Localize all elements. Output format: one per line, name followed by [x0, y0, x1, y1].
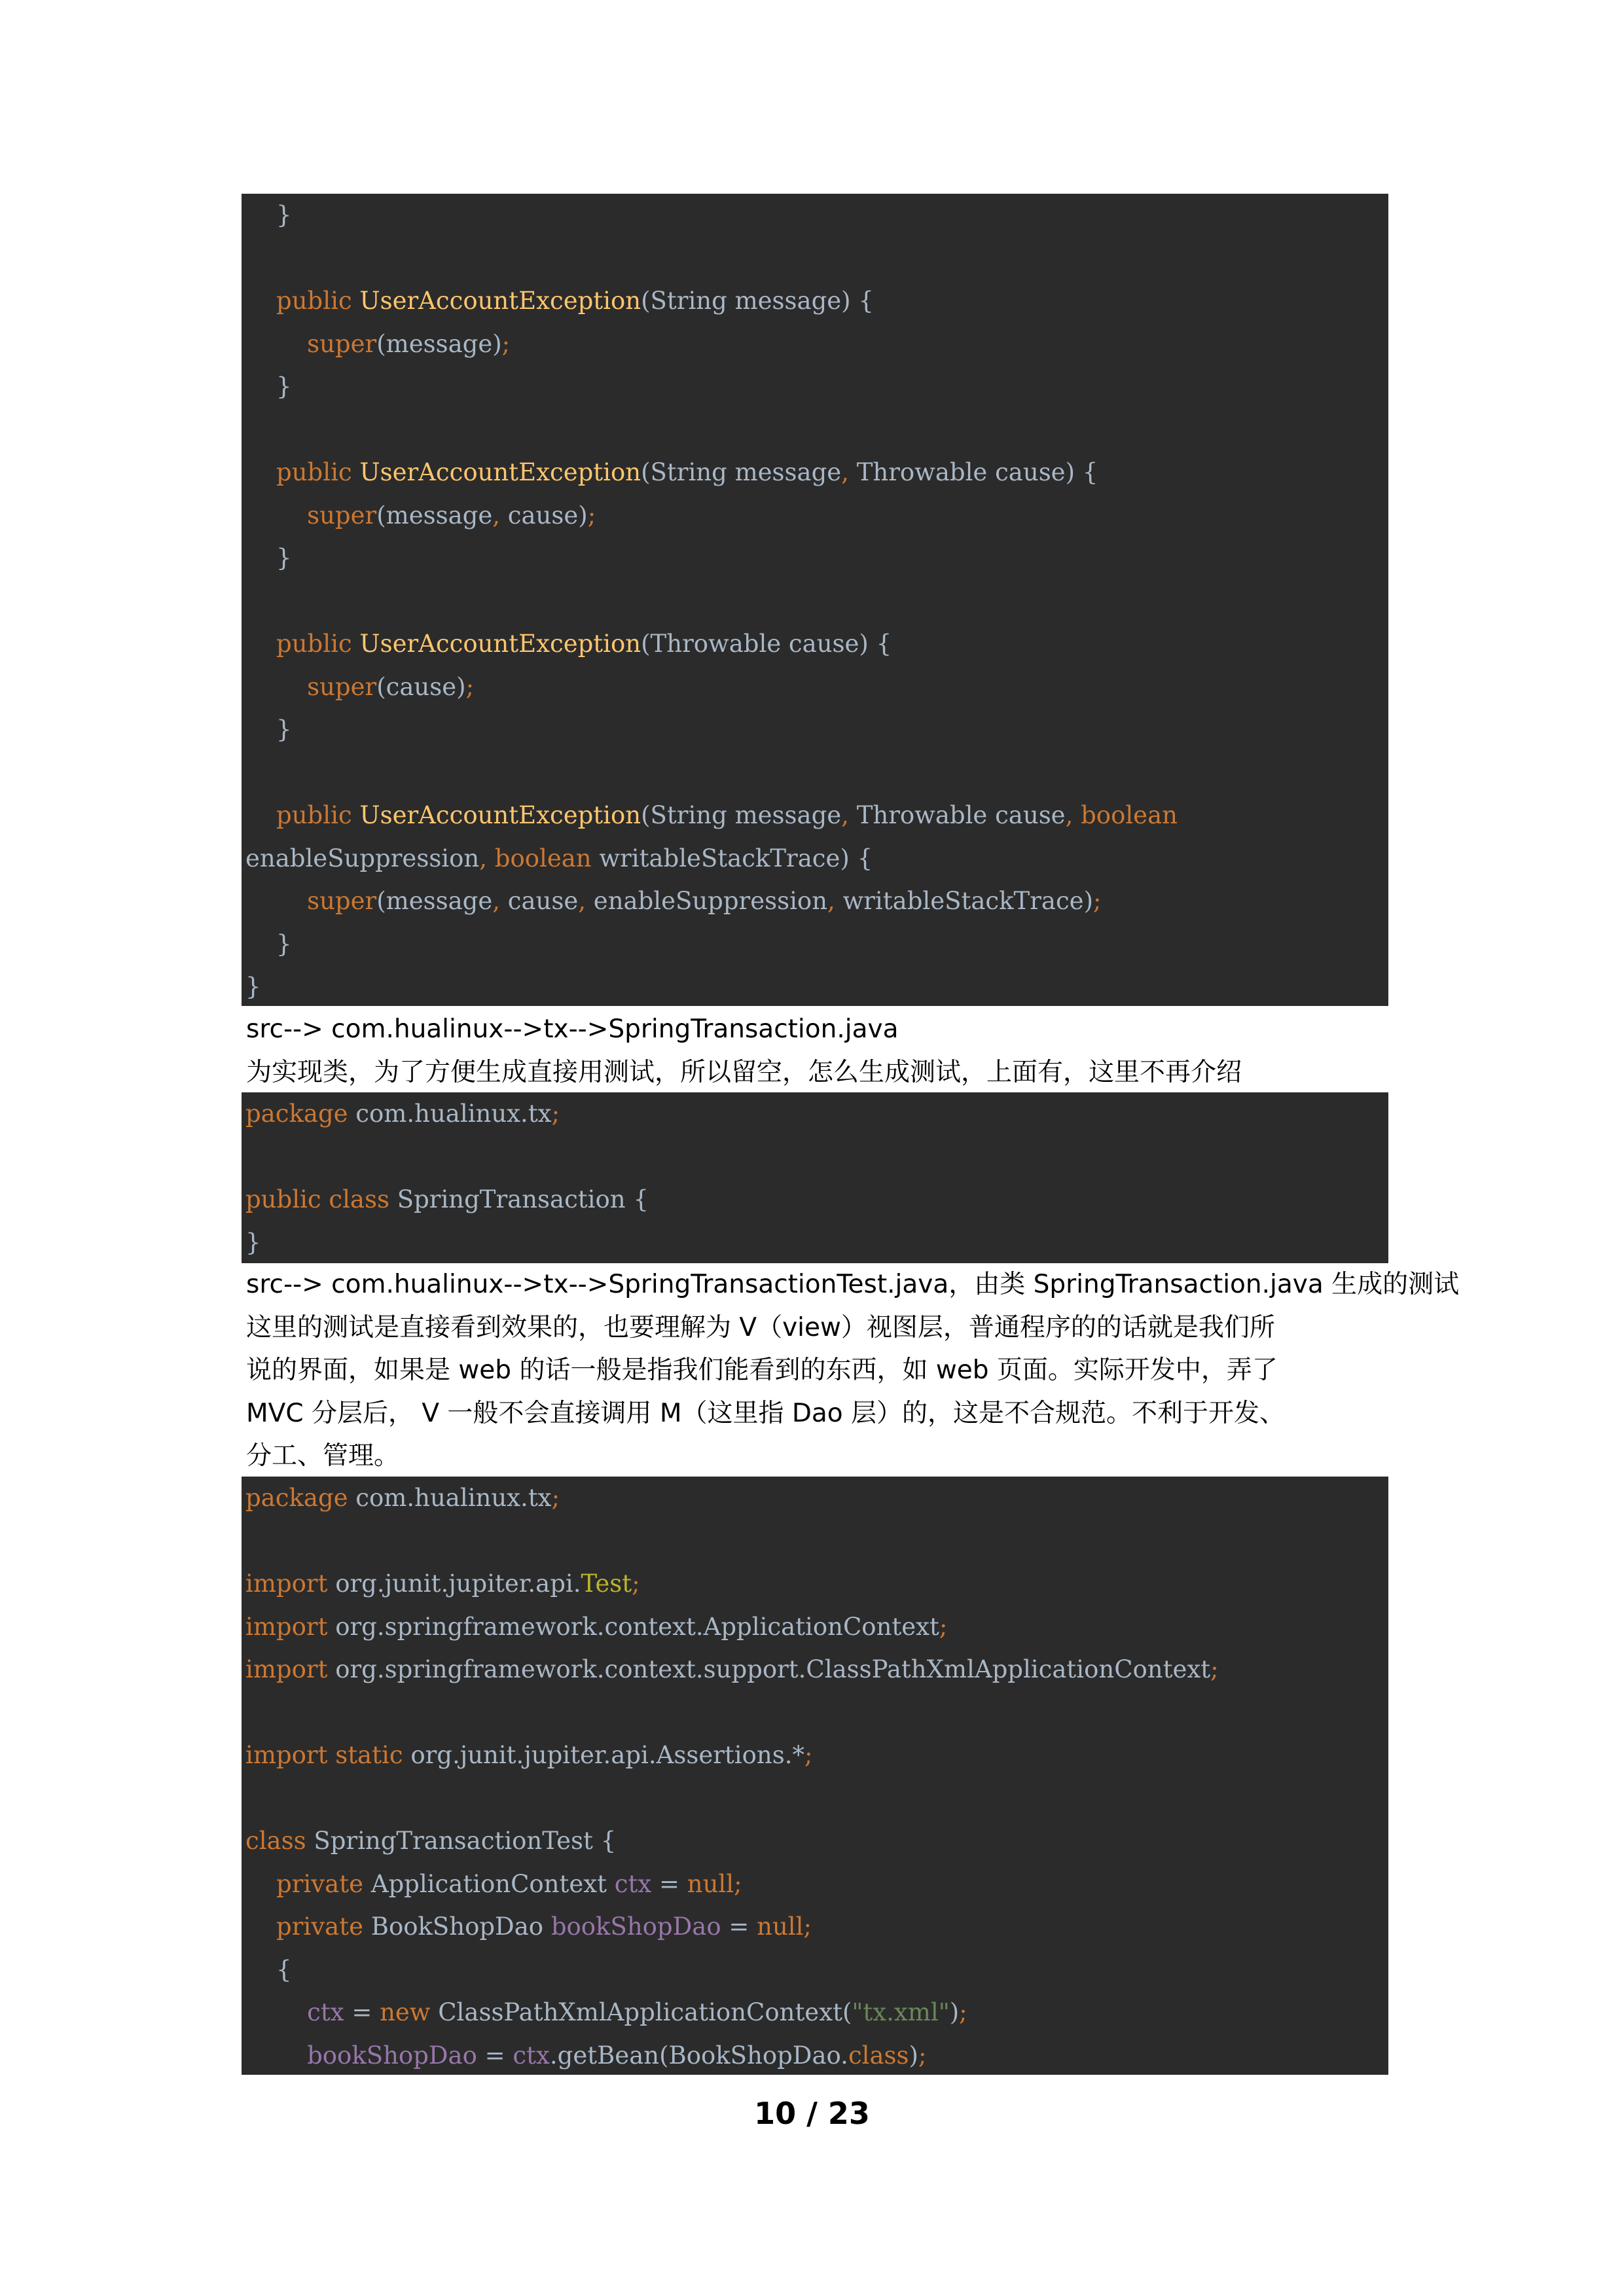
code-line — [245, 1734, 1388, 1777]
code-token: SpringTransactionTest { — [314, 1827, 617, 1855]
paragraph-line: 分工、管理。 — [246, 1441, 400, 1471]
code-token — [245, 458, 276, 486]
code-line — [245, 1648, 1388, 1691]
code-token: public — [276, 287, 360, 315]
code-token: } — [245, 929, 292, 958]
paragraph-line: 说的界面，如果是 web 的话一般是指我们能看到的东西，如 web 页面。实际开发中，弄了 — [246, 1355, 1278, 1385]
code-line — [245, 880, 1388, 923]
code-token: cause) — [507, 501, 588, 529]
code-token: public — [276, 458, 360, 486]
code-token: writableStackTrace) { — [599, 844, 873, 872]
code-token — [245, 287, 276, 315]
code-token: = — [484, 2041, 513, 2070]
code-line — [245, 1221, 1388, 1265]
code-token: super — [307, 329, 377, 358]
code-line — [245, 1477, 1388, 1520]
code-line — [245, 1948, 1388, 1992]
code-token: boolean — [1081, 801, 1178, 829]
code-token: org.springframework.context.ApplicationContext — [335, 1612, 939, 1641]
code-line — [245, 666, 1388, 709]
code-token: enableSuppression — [245, 844, 480, 872]
code-line — [245, 323, 1388, 366]
code-line — [245, 1820, 1388, 1863]
code-token: = — [729, 1912, 757, 1941]
code-token: class — [848, 2041, 909, 2070]
code-line — [245, 1777, 1388, 1820]
code-token — [245, 887, 307, 915]
code-token: cause — [507, 887, 579, 915]
code-token: (message) — [376, 329, 502, 358]
code-token: super — [307, 672, 377, 701]
code-token: Test — [581, 1570, 632, 1598]
code-token: UserAccountException — [359, 801, 641, 829]
code-token: (Throwable cause) { — [641, 630, 892, 658]
code-token: } — [245, 201, 292, 229]
code-line — [245, 1691, 1388, 1734]
code-token: , — [827, 887, 843, 915]
code-token: (String message) { — [641, 287, 874, 315]
code-token: { — [245, 1955, 292, 1984]
code-token: import — [245, 1570, 336, 1598]
code-token: Throwable cause — [856, 801, 1066, 829]
code-token — [245, 673, 307, 701]
code-token: ; — [804, 1741, 813, 1769]
code-token: import — [245, 1655, 336, 1683]
code-token: static — [335, 1741, 411, 1769]
code-line — [245, 537, 1388, 580]
code-token: , — [841, 801, 857, 829]
code-line — [245, 751, 1388, 795]
file-path-line: src--> com.hualinux-->tx-->SpringTransaction.java — [246, 1014, 899, 1044]
code-token: ; — [551, 1484, 560, 1512]
code-token: , — [492, 501, 508, 529]
code-line — [245, 794, 1388, 837]
code-token: boolean — [494, 844, 600, 872]
code-token — [245, 2041, 307, 2070]
code-token: private — [276, 1869, 371, 1898]
code-line — [245, 1092, 1388, 1136]
code-token: null; — [757, 1912, 812, 1941]
code-token: BookShopDao — [370, 1912, 551, 1941]
code-token: ApplicationContext — [370, 1869, 615, 1898]
code-token: org.junit.jupiter.api. — [335, 1570, 581, 1598]
code-line — [245, 194, 1388, 237]
code-line — [245, 580, 1388, 623]
code-token: = — [659, 1869, 687, 1898]
code-token: } — [245, 715, 292, 744]
code-token: UserAccountException — [359, 287, 641, 315]
code-token: , — [1065, 801, 1081, 829]
code-token: ; — [918, 2041, 927, 2070]
code-line — [245, 622, 1388, 666]
code-token: } — [245, 372, 292, 401]
code-token: ; — [1093, 887, 1102, 915]
code-token — [245, 801, 276, 829]
code-line — [245, 1520, 1388, 1563]
code-token — [245, 1998, 307, 2026]
code-token: ClassPathXmlApplicationContext( — [438, 1998, 852, 2026]
code-token: Throwable cause) { — [856, 458, 1098, 486]
code-token: private — [276, 1912, 371, 1941]
code-line — [245, 237, 1388, 280]
code-token: ) — [949, 1998, 960, 2026]
code-token: , — [841, 458, 857, 486]
code-line — [245, 1863, 1388, 1906]
code-token: , — [492, 887, 508, 915]
code-token: bookShopDao — [550, 1912, 729, 1941]
code-token: import — [245, 1612, 336, 1641]
code-token: UserAccountException — [359, 630, 641, 658]
description-line: 为实现类，为了方便生成直接用测试，所以留空，怎么生成测试，上面有，这里不再介绍 — [246, 1057, 1242, 1087]
code-block-spring-transaction-test — [242, 1477, 1388, 2075]
code-token: .getBean(BookShopDao. — [549, 2041, 848, 2070]
code-token: ; — [632, 1570, 640, 1598]
code-token: , — [578, 887, 594, 915]
code-token — [245, 501, 307, 529]
code-token: UserAccountException — [359, 458, 641, 486]
code-line — [245, 1905, 1388, 1948]
code-token: enableSuppression — [593, 887, 828, 915]
page-number: 10 / 23 — [754, 2096, 870, 2131]
code-token: org.junit.jupiter.api.Assertions.* — [410, 1741, 804, 1769]
code-token: com.hualinux.tx — [355, 1484, 552, 1512]
code-token: org.springframework.context.support.ClassPathXmlApplicationContext — [335, 1655, 1211, 1683]
code-token: ; — [939, 1612, 948, 1641]
code-token: ctx — [307, 1998, 352, 2026]
code-line — [245, 1136, 1388, 1179]
code-line — [245, 451, 1388, 494]
code-line — [245, 1991, 1388, 2034]
code-token — [245, 630, 276, 658]
code-token: ; — [587, 501, 596, 529]
code-token: import — [245, 1741, 336, 1769]
code-block-spring-transaction — [242, 1092, 1388, 1263]
paragraph-line: src--> com.hualinux-->tx-->SpringTransactionTest.java，由类 SpringTransaction.java 生成的测试 — [246, 1270, 1460, 1299]
code-line — [245, 1562, 1388, 1605]
code-token: = — [352, 1998, 380, 2026]
code-token: public — [276, 630, 360, 658]
code-token: ; — [959, 1998, 967, 2026]
code-token: (message — [376, 501, 493, 529]
code-token — [245, 330, 307, 358]
code-token: new — [380, 1998, 439, 2026]
code-token: } — [245, 973, 261, 1001]
code-line — [245, 408, 1388, 452]
code-line — [245, 279, 1388, 323]
code-line — [245, 2034, 1388, 2077]
code-line — [245, 965, 1388, 1009]
code-token: (cause) — [376, 672, 466, 701]
code-block-exception-constructors — [242, 194, 1388, 1006]
code-token: ctx — [614, 1869, 659, 1898]
code-token: ctx — [513, 2041, 550, 2070]
code-token: ) — [909, 2041, 918, 2070]
section-spring-transaction — [246, 1008, 1388, 1094]
paragraph-line: 这里的测试是直接看到效果的，也要理解为 V（view）视图层，普通程序的的话就是我们所 — [246, 1312, 1275, 1342]
code-token: (String message — [641, 801, 842, 829]
code-line — [245, 923, 1388, 966]
code-token: ; — [501, 329, 511, 358]
code-line — [245, 1178, 1388, 1221]
code-token: , — [479, 844, 495, 872]
code-token: class — [245, 1827, 314, 1855]
code-token: writableStackTrace) — [842, 887, 1094, 915]
code-token: SpringTransaction { — [397, 1185, 649, 1213]
code-token: super — [307, 887, 377, 915]
code-token: com.hualinux.tx — [355, 1100, 552, 1128]
code-token: public — [276, 801, 360, 829]
code-token: (message — [376, 887, 493, 915]
code-token: } — [245, 1228, 261, 1257]
section-spring-transaction-test — [246, 1263, 1460, 1478]
code-token: public — [245, 1185, 329, 1213]
code-token: } — [245, 544, 292, 572]
code-line — [245, 708, 1388, 751]
code-token: ; — [465, 672, 475, 701]
code-token: package — [245, 1100, 356, 1128]
code-token: bookShopDao — [307, 2041, 485, 2070]
code-token: class — [329, 1185, 397, 1213]
code-line — [245, 1605, 1388, 1649]
code-token: null; — [687, 1869, 742, 1898]
code-line — [245, 494, 1388, 537]
code-token — [245, 1870, 276, 1898]
paragraph-line: MVC 分层后， V 一般不会直接调用 M（这里指 Dao 层）的，这是不合规范。不利于开发、 — [246, 1398, 1286, 1428]
code-token: (String message — [641, 458, 842, 486]
code-line — [245, 365, 1388, 408]
code-token: super — [307, 501, 377, 529]
code-line — [245, 837, 1388, 880]
code-token: "tx.xml" — [852, 1998, 950, 2026]
code-token: ; — [1210, 1655, 1219, 1683]
code-token — [245, 1912, 276, 1941]
code-token: ; — [551, 1100, 560, 1128]
code-token: package — [245, 1484, 356, 1512]
